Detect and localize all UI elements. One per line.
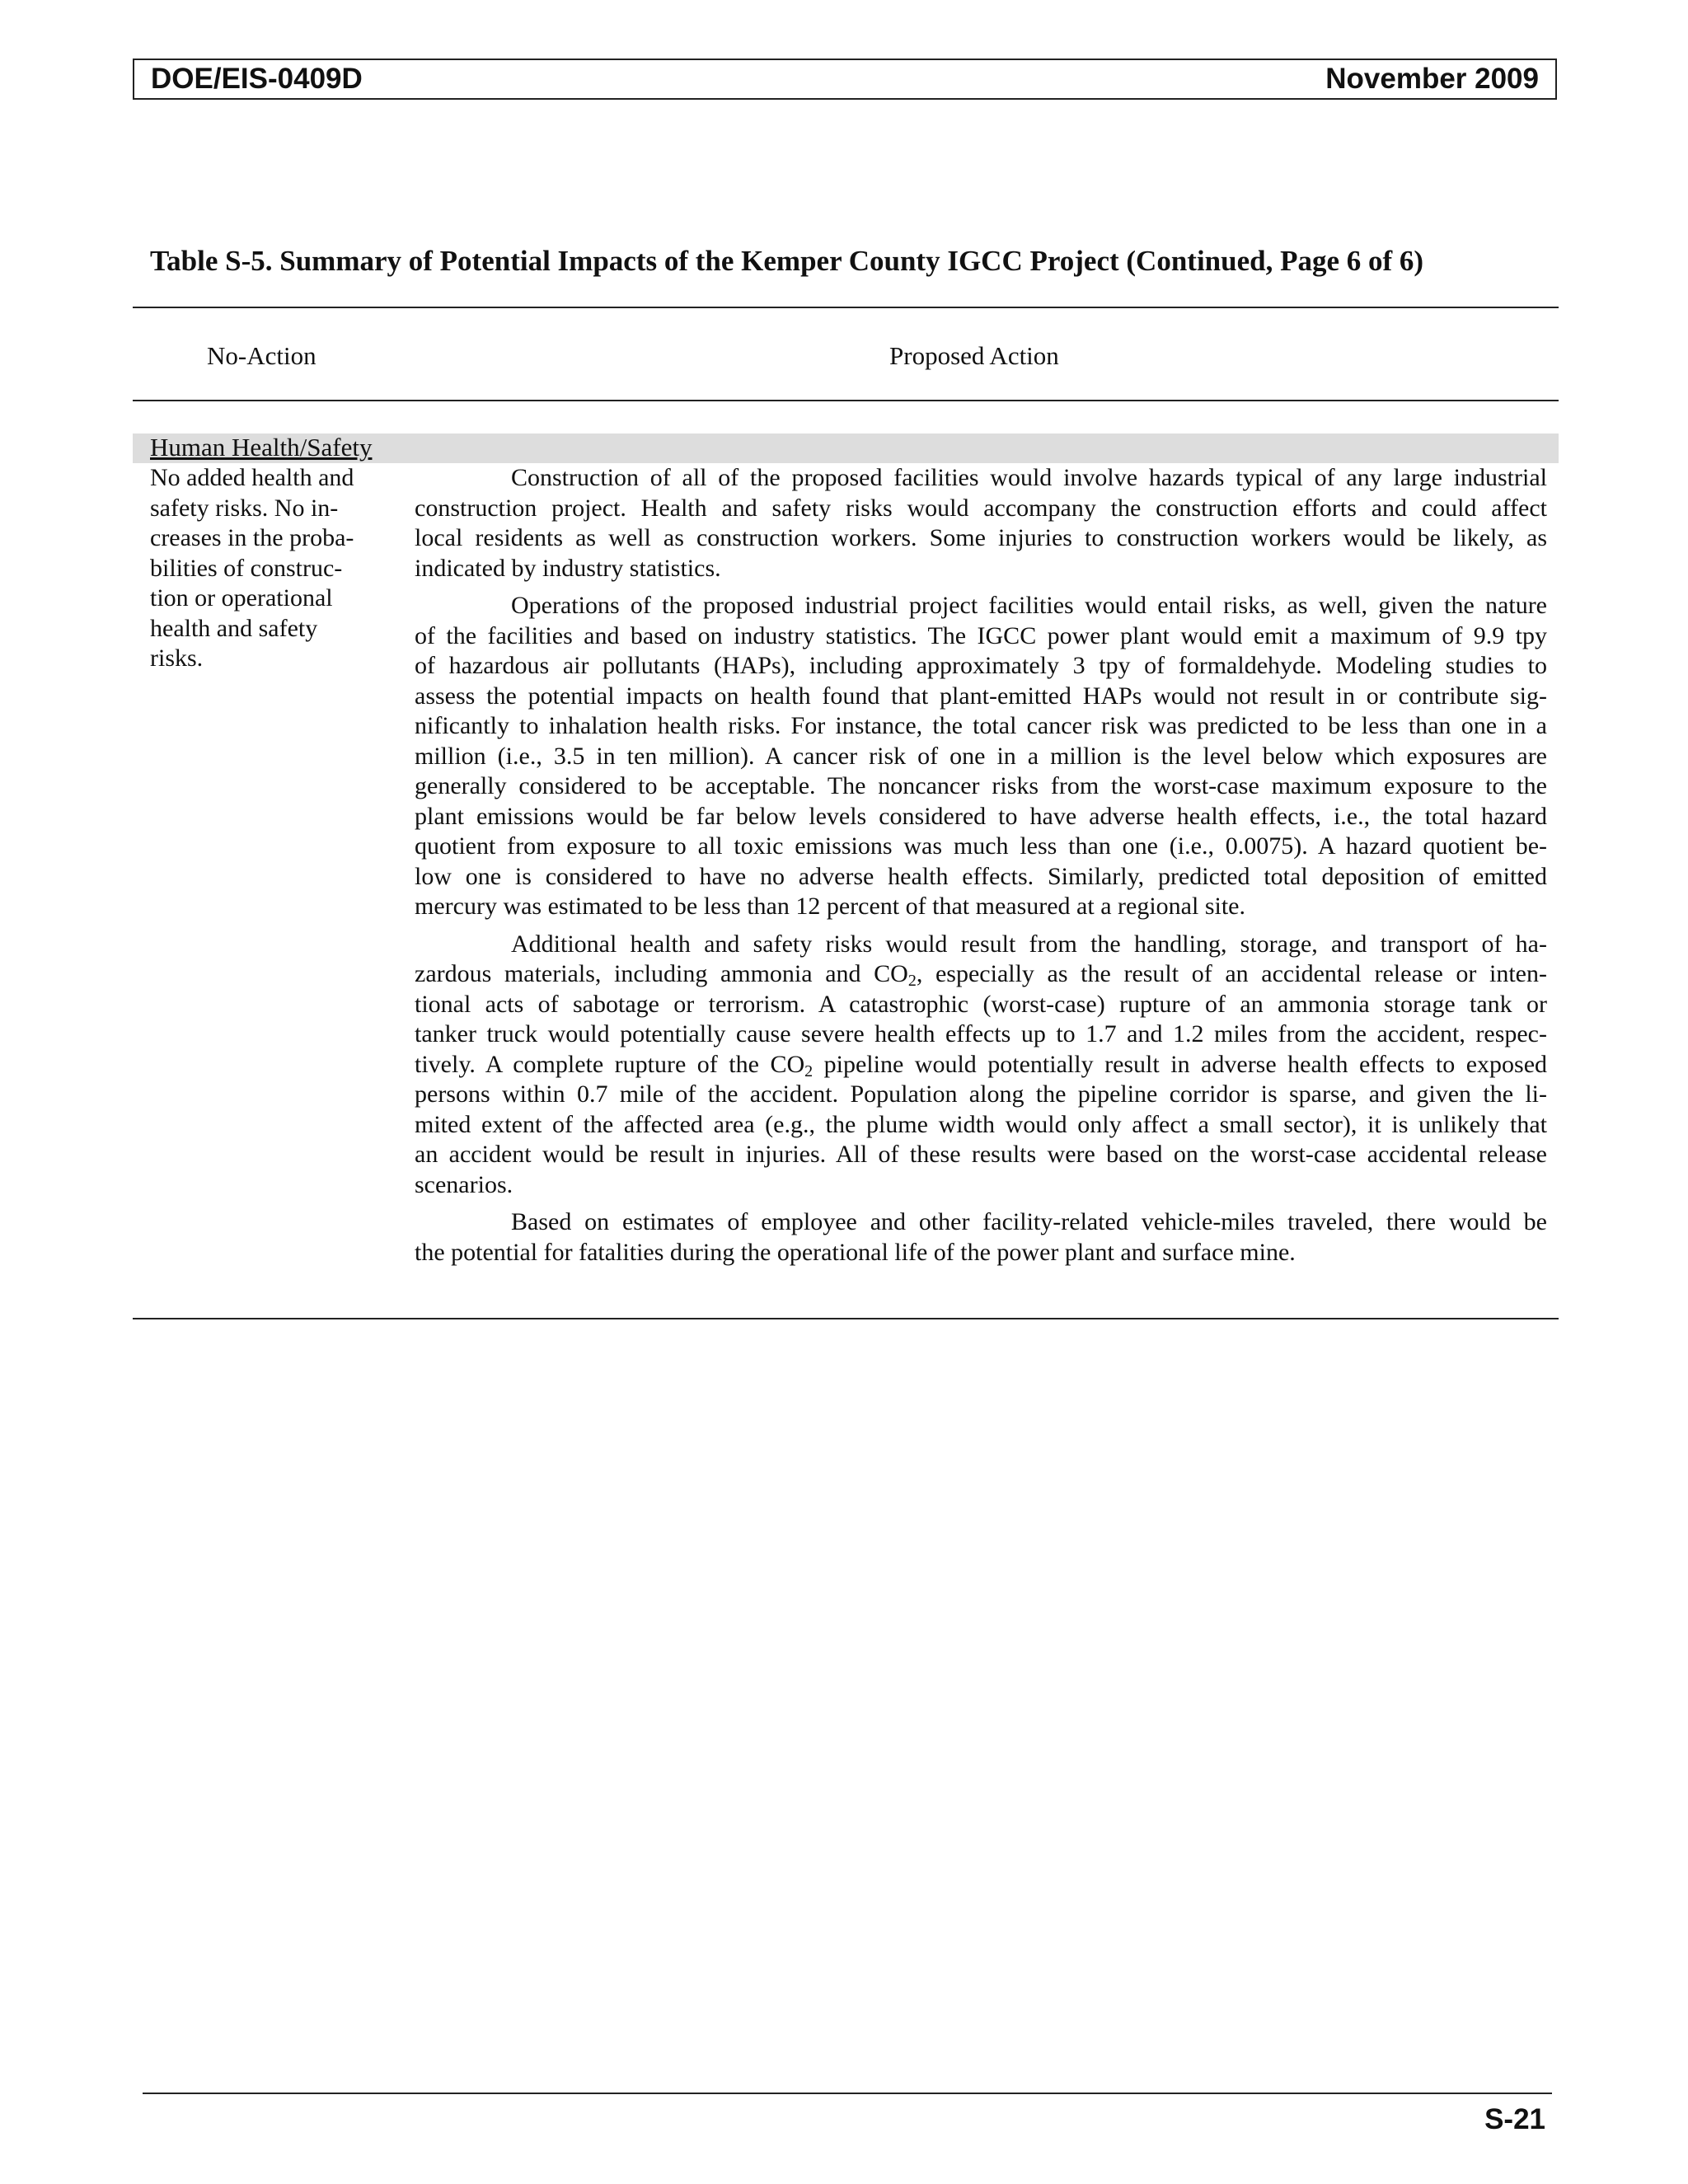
page-number: S-21 <box>1484 2103 1545 2135</box>
text-line: the potential for fatalities during the operational life of the power plant and surface mine. <box>415 1238 1296 1266</box>
table-bottom-rule <box>133 1318 1559 1319</box>
no-action-line: bilities of construc- <box>150 554 343 582</box>
table-top-rule <box>133 307 1559 308</box>
text-line: an accident would be result in injuries. All of these results were based on the worst-case accidental release <box>415 1141 1547 1168</box>
text-line: tional acts of sabotage or terrorism. A catastrophic (worst-case) rupture of an ammonia storage tank or <box>415 990 1547 1018</box>
table-title: Table S-5. Summary of Potential Impacts of the Kemper County IGCC Project (Continued, Page 6 of 6) <box>150 245 1424 277</box>
document-id: DOE/EIS-0409D <box>151 63 363 95</box>
no-action-line: creases in the proba- <box>150 524 354 551</box>
footer-rule <box>143 2093 1552 2094</box>
text-line: assess the potential impacts on health found that plant-emitted HAPs would not result in or contribute sig- <box>415 682 1547 710</box>
text-line: Operations of the proposed industrial project facilities would entail risks, as well, given the nature <box>511 592 1547 619</box>
text-line: local residents as well as construction workers. Some injuries to construction workers would be likely, as <box>415 524 1547 551</box>
paragraph-operations-risks <box>415 591 1547 922</box>
text-line: plant emissions would be far below levels considered to have adverse health effects, i.e., the total hazard <box>415 802 1547 830</box>
text-line: zardous materials, including ammonia and $CO_2$, especially as the result of an accidental release or inten- <box>415 960 1547 990</box>
text-line: scenarios. <box>415 1170 513 1198</box>
running-header <box>133 59 1557 100</box>
text-line: tively. A complete rupture of the $CO_2$ pipeline would potentially result in adverse health effects to exposed <box>415 1050 1548 1080</box>
column-header-proposed-action: Proposed Action <box>889 341 1059 370</box>
text-line: indicated by industry statistics. <box>415 554 721 582</box>
no-action-cell <box>150 463 381 674</box>
no-action-line: safety risks. No in- <box>150 494 339 522</box>
text-line: Construction of all of the proposed facilities would involve hazards typical of any large industrial <box>511 464 1547 491</box>
text-line: Based on estimates of employee and other facility-related vehicle-miles traveled, there would be <box>511 1208 1547 1235</box>
text-line: construction project. Health and safety risks would accompany the construction efforts and could affect <box>415 494 1547 522</box>
column-header-no-action: No-Action <box>207 341 316 370</box>
proposed-action-cell <box>415 463 1547 1275</box>
paragraph-vehicle-fatalities <box>415 1207 1547 1268</box>
header-bottom-rule <box>133 400 1559 401</box>
text-line: low one is considered to have no adverse health effects. Similarly, predicted total deposition of emitted <box>415 862 1547 890</box>
text-line: persons within 0.7 mile of the accident. Population along the pipeline corridor is sparse, and given the li- <box>415 1080 1547 1108</box>
text-line: mited extent of the affected area (e.g., the plume width would only affect a small sector), it is unlikely that <box>415 1110 1547 1138</box>
text-line: tanker truck would potentially cause severe health effects up to 1.7 and 1.2 miles from the accident, respec- <box>415 1020 1547 1047</box>
text-line: nificantly to inhalation health risks. For instance, the total cancer risk was predicted to be less than one in a <box>415 712 1547 739</box>
section-label: Human Health/Safety <box>150 433 373 462</box>
no-action-line: tion or operational <box>150 584 333 612</box>
text-line: Additional health and safety risks would result from the handling, storage, and transport of ha- <box>511 930 1547 958</box>
no-action-line: health and safety <box>150 614 318 642</box>
text-line: mercury was estimated to be less than 12 percent of that measured at a regional site. <box>415 893 1245 920</box>
paragraph-construction-risks <box>415 463 1547 583</box>
paragraph-hazardous-materials <box>415 930 1547 1201</box>
no-action-line: No added health and <box>150 464 354 491</box>
text-line: of hazardous air pollutants (HAPs), including approximately 3 tpy of formaldehyde. Modeling studies to <box>415 652 1547 679</box>
no-action-line: risks. <box>150 644 204 672</box>
text-line: million (i.e., 3.5 in ten million). A cancer risk of one in a million is the level below which exposures are <box>415 742 1547 770</box>
text-line: of the facilities and based on industry statistics. The IGCC power plant would emit a maximum of 9.9 tpy <box>415 621 1547 649</box>
document-date: November 2009 <box>1325 63 1539 95</box>
text-line: quotient from exposure to all toxic emissions was much less than one (i.e., 0.0075). A hazard quotient be- <box>415 832 1547 860</box>
text-line: generally considered to be acceptable. The noncancer risks from the worst-case maximum exposure to the <box>415 772 1547 799</box>
